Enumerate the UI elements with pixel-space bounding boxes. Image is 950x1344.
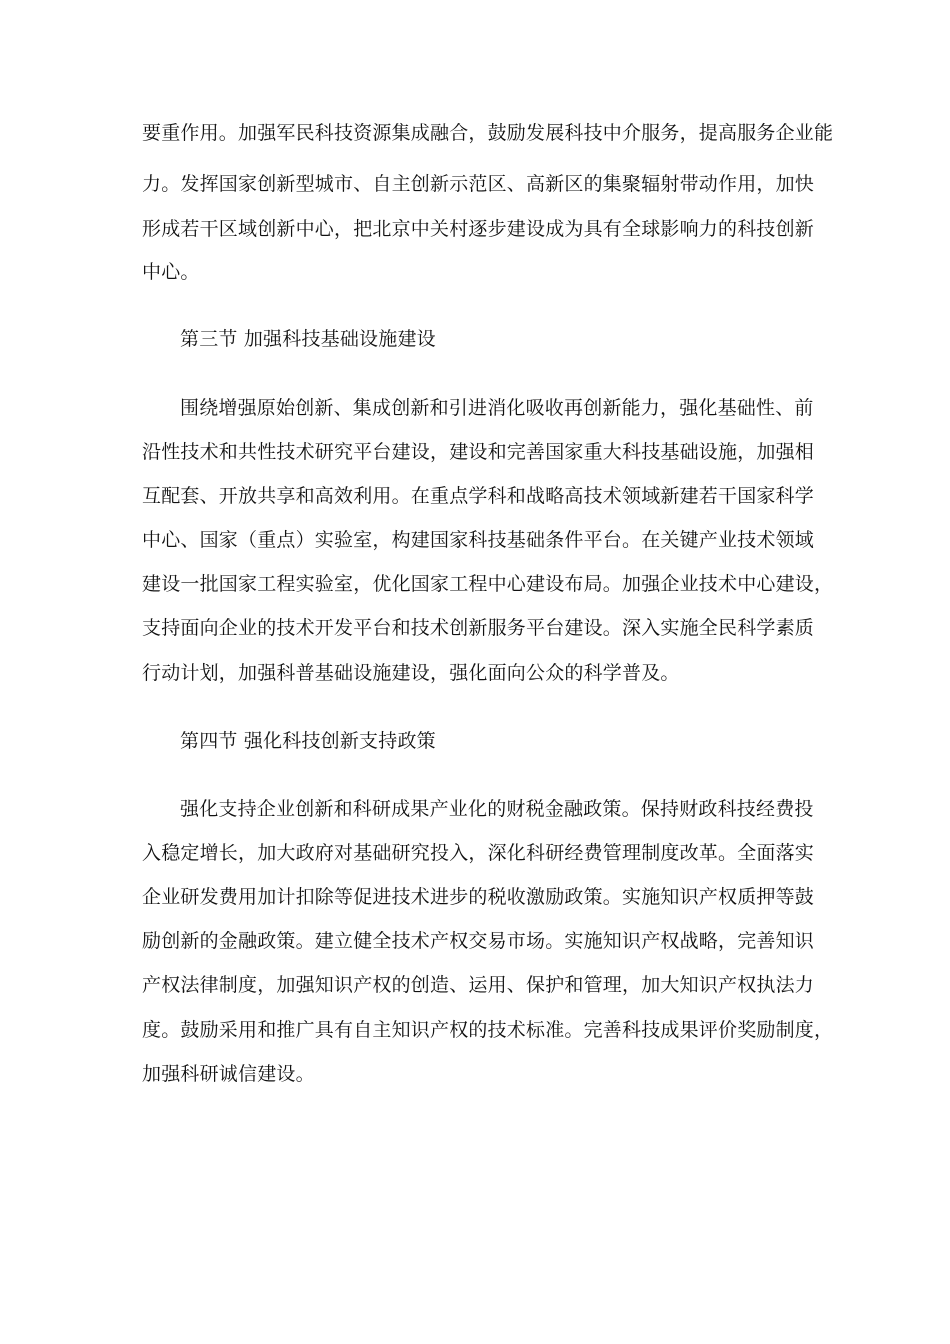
paragraph-line: 中心。 [142,261,200,283]
paragraph-line: 支持面向企业的技术开发平台和技术创新服务平台建设。深入实施全民科学素质 [142,617,815,639]
paragraph-line: 产权法律制度，加强知识产权的创造、运用、保护和管理，加大知识产权执法力 [142,974,815,996]
paragraph-line: 中心、国家（重点）实验室，构建国家科技基础条件平台。在关键产业技术领域 [142,529,815,551]
paragraph-line: 力。发挥国家创新型城市、自主创新示范区、高新区的集聚辐射带动作用，加快 [142,173,815,195]
paragraph-line: 入稳定增长，加大政府对基础研究投入，深化科研经费管理制度改革。全面落实 [142,842,815,864]
paragraph-line: 沿性技术和共性技术研究平台建设，建设和完善国家重大科技基础设施，加强相 [142,441,815,463]
paragraph-line: 励创新的金融政策。建立健全技术产权交易市场。实施知识产权战略，完善知识 [142,930,815,952]
paragraph-line: 建设一批国家工程实验室，优化国家工程中心建设布局。加强企业技术中心建设， [142,573,834,595]
section-heading: 第四节 强化科技创新支持政策 [180,730,436,752]
paragraph-line: 互配套、开放共享和高效利用。在重点学科和战略高技术领域新建若干国家科学 [142,485,815,507]
paragraph-line: 强化支持企业创新和科研成果产业化的财税金融政策。保持财政科技经费投 [180,798,814,820]
paragraph-line: 围绕增强原始创新、集成创新和引进消化吸收再创新能力，强化基础性、前 [180,397,814,419]
paragraph-line: 要重作用。加强军民科技资源集成融合，鼓励发展科技中介服务，提高服务企业能 [142,122,834,144]
paragraph-line: 形成若干区域创新中心，把北京中关村逐步建设成为具有全球影响力的科技创新 [142,218,815,240]
paragraph-line: 加强科研诚信建设。 [142,1063,315,1085]
paragraph-line: 度。鼓励采用和推广具有自主知识产权的技术标准。完善科技成果评价奖励制度， [142,1019,834,1041]
section-heading: 第三节 加强科技基础设施建设 [180,328,436,350]
paragraph-line: 行动计划，加强科普基础设施建设，强化面向公众的科学普及。 [142,662,680,684]
paragraph-line: 企业研发费用加计扣除等促进技术进步的税收激励政策。实施知识产权质押等鼓 [142,886,815,908]
